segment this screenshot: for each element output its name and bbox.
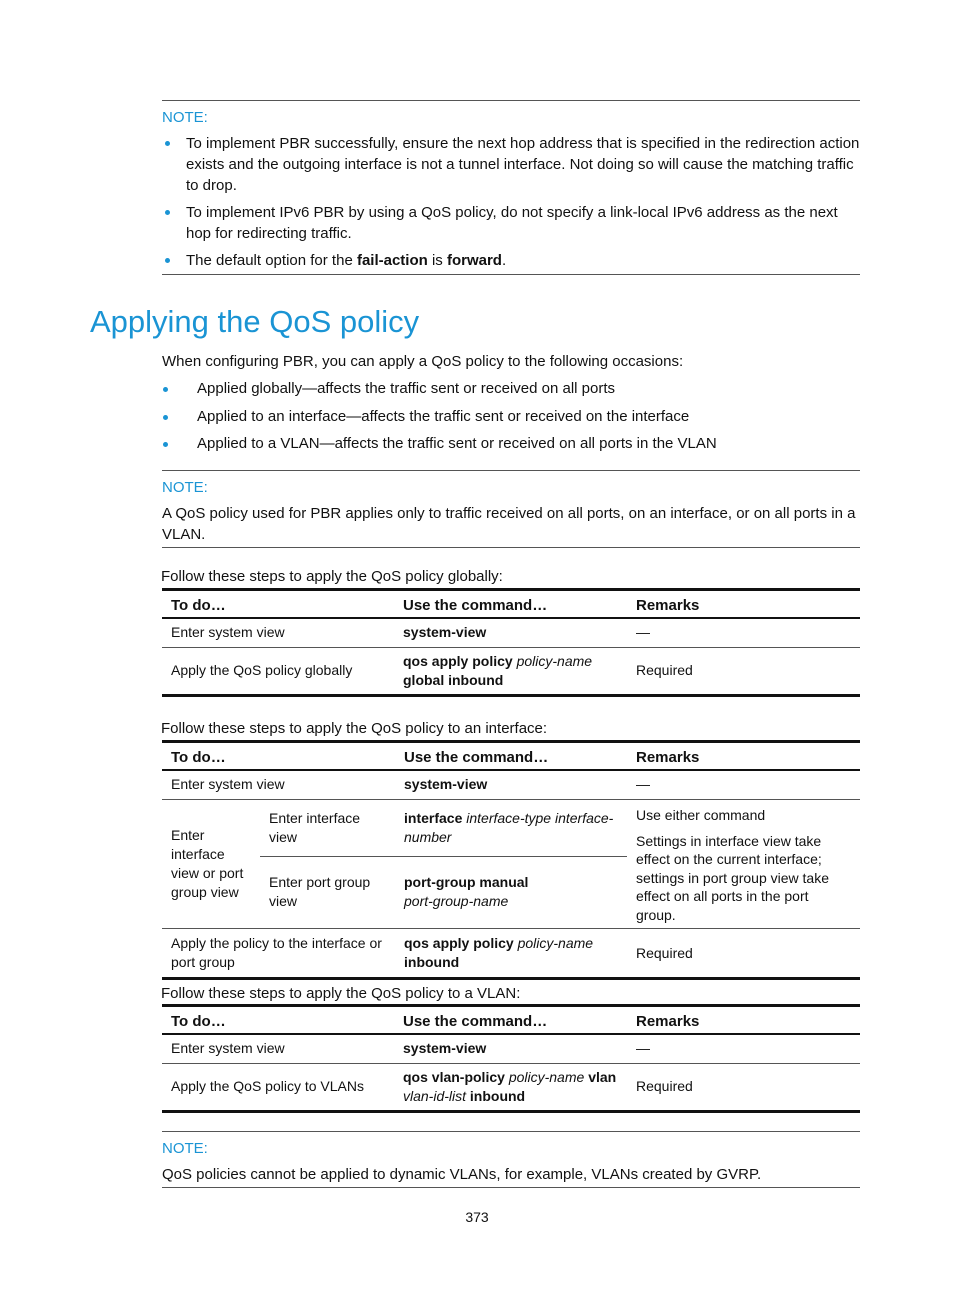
table-row [162,929,860,979]
note-text: A QoS policy used for PBR applies only to traffic received on all ports, on an interface, or on all ports in a VLAN. [162,505,856,543]
note-text: QoS policies cannot be applied to dynamic VLANs, for example, VLANs created by GVRP. [162,1166,762,1183]
table-lead-global: Follow these steps to apply the QoS policy globally: [161,568,503,585]
remarks-cell: — [636,624,650,641]
intro-paragraph: When configuring PBR, you can apply a QoS policy to the following occasions: [162,353,684,370]
note-box-dynamic-vlan [162,1131,860,1188]
remarks-cell: Required [627,647,860,695]
command-cell: qos vlan-policy policy-name vlan vlan-id-list inbound [394,1063,627,1111]
page-number: 373 [465,1209,489,1225]
note-box-pbr [162,100,860,275]
todo-subcell: Enter interface view [260,799,395,856]
command-cell: system-view [403,624,487,641]
table-lead-interface: Follow these steps to apply the QoS policy to an interface: [161,720,548,737]
command-table-global [162,588,860,697]
column-header: Remarks [627,590,860,619]
remarks-cell: Use either command Settings in interface view take effect on the current interface; settings in port group view take effect on all ports in the port group. [627,799,860,929]
table-header-row [162,590,860,619]
table-header-row [162,742,860,771]
note-label: NOTE: [162,1140,208,1157]
note-item: To implement IPv6 PBR by using a QoS policy, do not specify a link-local IPv6 address as the next hop for redirecting traffic. [162,202,860,244]
table-header-row [162,1006,860,1035]
command-cell: system-view [404,776,488,793]
todo-cell: Apply the QoS policy globally [162,647,394,695]
note-label: NOTE: [162,109,208,126]
occasion-list [162,379,862,462]
list-item: Applied to an interface—affects the traffic sent or received on the interface [162,407,862,435]
column-header: To do… [162,1006,394,1035]
column-header: Use the command… [394,590,627,619]
remarks-cell: Required [627,929,860,979]
command-cell: system-view [403,1040,487,1057]
table-row [162,647,860,695]
remarks-cell: — [636,1040,650,1057]
column-header: To do… [162,742,395,771]
note-box-scope [162,470,860,548]
todo-subcell: Enter port group view [260,856,395,928]
todo-cell: Enter system view [171,1040,285,1057]
todo-group-cell: Enter interface view or port group view [162,799,260,929]
remarks-cell: — [636,776,650,793]
command-cell: interface interface-type interface-number [395,799,627,856]
table-row [162,799,860,856]
list-item: Applied globally—affects the traffic sent or received on all ports [162,379,862,407]
column-header: Remarks [627,742,860,771]
command-cell: qos apply policy policy-name inbound [395,929,627,979]
table-row [162,618,860,647]
table-row [162,1063,860,1111]
note-item: The default option for the fail-action is forward. [162,250,860,271]
column-header: Use the command… [395,742,627,771]
todo-cell: Enter system view [171,776,285,793]
remarks-cell: Required [627,1063,860,1111]
command-table-vlan [162,1004,860,1113]
column-header: Use the command… [394,1006,627,1035]
table-row [162,770,860,799]
todo-cell: Apply the QoS policy to VLANs [162,1063,394,1111]
todo-cell: Apply the policy to the interface or port group [162,929,395,979]
table-lead-vlan: Follow these steps to apply the QoS policy to a VLAN: [161,985,521,1002]
section-title: Applying the QoS policy [90,304,420,339]
note-list [162,133,860,271]
column-header: To do… [162,590,394,619]
command-cell: port-group manual port-group-name [395,856,627,928]
note-label: NOTE: [162,479,208,496]
command-cell: qos apply policy policy-name global inbound [394,647,627,695]
list-item: Applied to a VLAN—affects the traffic sent or received on all ports in the VLAN [162,434,862,462]
command-table-interface [162,740,860,980]
column-header: Remarks [627,1006,860,1035]
todo-cell: Enter system view [171,624,285,641]
note-item: To implement PBR successfully, ensure the next hop address that is specified in the redirection action exists and the outgoing interface is not a tunnel interface. Not doing so will cause the matching traffic to drop. [162,133,860,196]
table-row [162,1034,860,1063]
